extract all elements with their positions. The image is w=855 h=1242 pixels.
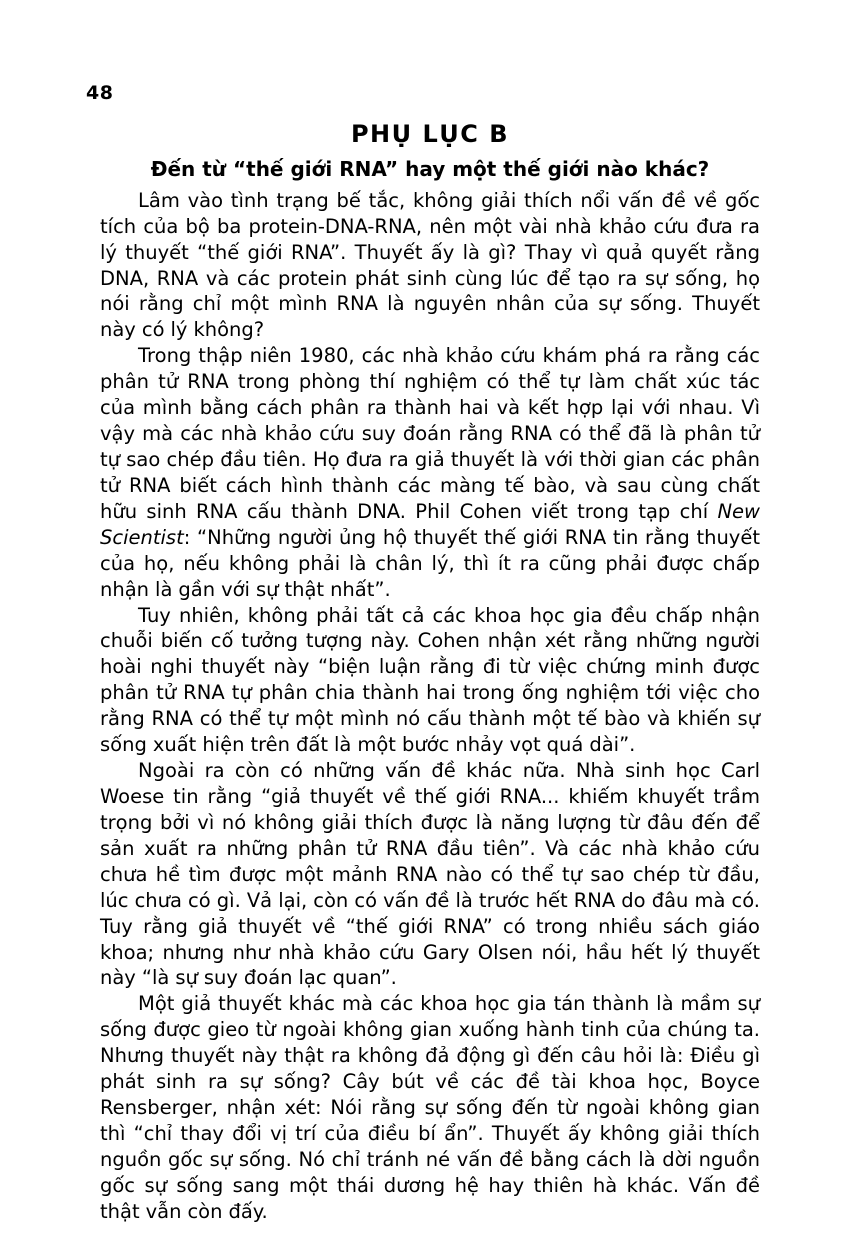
body-text [100, 188, 760, 1225]
text-run: Tuy nhiên, không phải tất cả các khoa học gia đều chấp nhận chuỗi biến cố tưởng tượng này. Cohen nhận xét rằng những người hoài nghi thuyết này “biện luận rằng đi từ việc chứng minh được phân tử RNA tự phân chia thành hai trong ống nghiệm tới việc cho rằng RNA có thể tự một mình nó cấu thành một tế bào và khiến sự sống xuất hiện trên đất là một bước nhảy vọt quá dài”. [100, 603, 760, 757]
page-number: 48 [86, 82, 114, 104]
text-run: Trong thập niên 1980, các nhà khảo cứu khám phá ra rằng các phân tử RNA trong phòng thí nghiệm có thể tự làm chất xúc tác của mình bằng cách phân ra thành hai và kết hợp lại với nhau. Vì vậy mà các nhà khảo cứu suy đoán rằng RNA có thể đã là phân tử tự sao chép đầu tiên. Họ đưa ra giả thuyết là với thời gian các phân tử RNA biết cách hình thành các màng tế bào, và sau cùng chất hữu sinh RNA cấu thành DNA. Phil Cohen viết trong tạp chí [100, 344, 760, 523]
paragraph [100, 188, 760, 344]
page-content [100, 120, 760, 1225]
text-run: Lâm vào tình trạng bế tắc, không giải thích nổi vấn đề về gốc tích của bộ ba protein-DNA-RNA, nên một vài nhà khảo cứu đưa ra lý thuyết “thế giới RNA”. Thuyết ấy là gì? Thay vì quả quyết rằng DNA, RNA và các protein phát sinh cùng lúc để tạo ra sự sống, họ nói rằng chỉ một mình RNA là nguyên nhân của sự sống. Thuyết này có lý không? [100, 188, 760, 342]
italic-text: New Scientist [100, 499, 760, 549]
page-title: PHỤ LỤC B [350, 120, 510, 148]
page-subtitle: Đến từ “thế giới RNA” hay một thế giới nào khác? [150, 156, 710, 181]
text-run: Ngoài ra còn có những vấn đề khác nữa. Nhà sinh học Carl Woese tin rằng “giả thuyết về thế giới RNA... khiếm khuyết trầm trọng bởi vì nó không giải thích được là năng lượng từ đâu đến để sản xuất ra những phân tử RNA đầu tiên”. Và các nhà khảo cứu chưa hề tìm được một mảnh RNA nào có thể tự sao chép từ đầu, lúc chưa có gì. Vả lại, còn có vấn đề là trước hết RNA do đâu mà có. Tuy rằng giả thuyết về “thế giới RNA” có trong nhiều sách giáo khoa; nhưng như nhà khảo cứu Gary Olsen nói, hầu hết lý thuyết này “là sự suy đoán lạc quan”. [100, 759, 760, 990]
paragraph [100, 603, 760, 759]
text-run: : “Những người ủng hộ thuyết thế giới RNA tin rằng thuyết của họ, nếu không phải là chân lý, thì ít ra cũng phải được chấp nhận là gần với sự thật nhất”. [100, 525, 760, 601]
text-run: Một giả thuyết khác mà các khoa học gia tán thành là mầm sự sống được gieo từ ngoài không gian xuống hành tinh của chúng ta. Nhưng thuyết này thật ra không đả động gì đến câu hỏi là: Điều gì phát sinh ra sự sống? Cây bút về các đề tài khoa học, Boyce Rensberger, nhận xét: Nói rằng sự sống đến từ ngoài không gian thì “chỉ thay đổi vị trí của điều bí ẩn”. Thuyết ấy không giải thích nguồn gốc sự sống. Nó chỉ tránh né vấn đề bằng cách là dời nguồn gốc sự sống sang một thái dương hệ hay thiên hà khác. Vấn đề thật vẫn còn đấy. [100, 992, 760, 1223]
paragraph [100, 758, 760, 991]
paragraph [100, 991, 760, 1224]
paragraph [100, 343, 760, 602]
